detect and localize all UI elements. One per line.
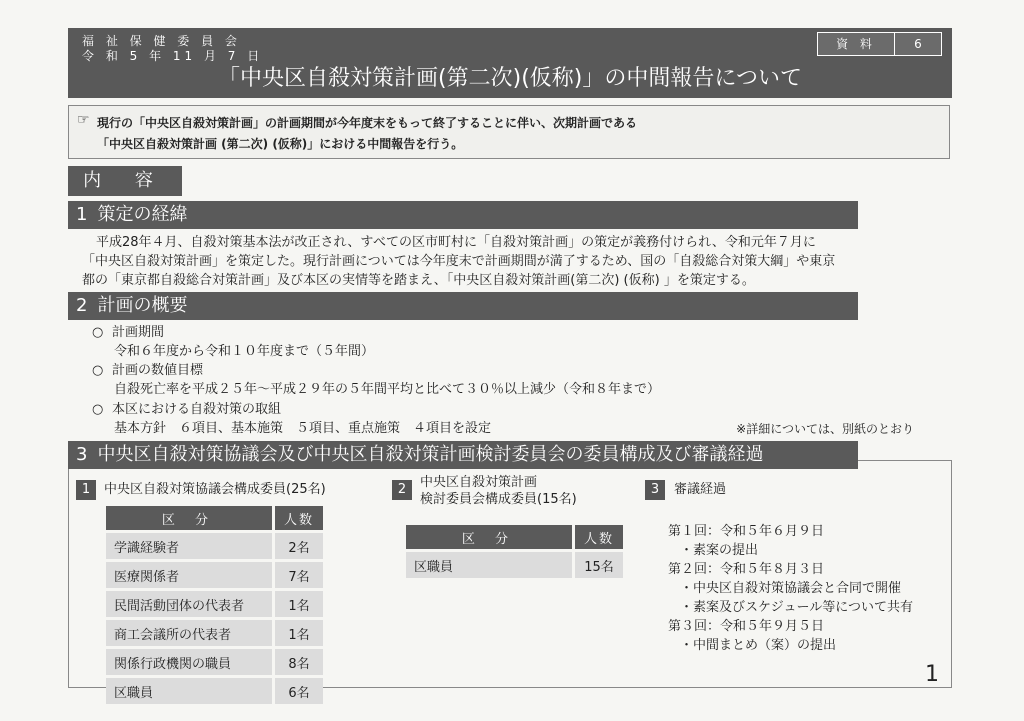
header-bar [68,28,952,98]
table-cell: 7名 [272,562,323,588]
section-title: 中央区自殺対策協議会及び中央区自殺対策計画検討委員会の委員構成及び審議経過 [97,444,764,465]
document-badge [817,32,942,56]
summary-box [68,105,950,159]
table-cell: 医療関係者 [106,562,272,588]
table-cell: 6名 [272,678,323,704]
summary-line-1: 現行の「中央区自殺対策計画」の計画期間が今年度末をもって終了することに伴い、次期計画である [97,116,638,130]
pointing-hand-icon: ☞ [77,112,90,128]
table-cell: 区職員 [406,552,572,578]
section-title: 策定の経緯 [97,204,188,225]
header-meta [82,34,263,64]
table-cell: 1名 [272,591,323,617]
table-cell: 区職員 [106,678,272,704]
body-line: 平成28年４月、自殺対策基本法が改正され、すべての区市町村に「自殺対策計画」の策定が義務付けられ、令和元年７月に [96,235,816,250]
section-number: 2 [76,295,88,316]
item-label: 計画の数値目標 [112,363,204,378]
page-title: 「中央区自殺対策計画(第二次)(仮称)」の中間報告について [218,66,802,91]
document-number: 6 [914,37,922,51]
column-header: 区 分 [106,506,272,530]
table-cell: 1名 [272,620,323,646]
bullet: ○ [92,402,104,417]
table-row [106,678,323,704]
table-row [106,620,323,646]
council-members-table [106,503,323,707]
meeting-detail: ・中間まとめ（案）の提出 [680,638,837,653]
list-item [92,362,203,379]
committee-name: 福 祉 保 健 委 員 会 [82,34,241,48]
meeting-detail: ・素案の提出 [680,543,759,558]
meeting-line: 第２回：令和５年８月３日 [668,562,825,577]
subsection-title [420,474,577,508]
page-number: 1 [925,662,939,687]
subsection-title: 審議経過 [674,482,727,497]
meeting-line: 第１回：令和５年６月９日 [668,524,825,539]
table-header-row [106,506,323,530]
table-row [106,533,323,559]
table-header-row [406,525,623,549]
summary-line-2: 「中央区自殺対策計画 (第二次) (仮称)」における中間報告を行う。 [97,137,464,151]
body-line: 都の「東京都自殺総合対策計画」及び本区の実情等を踏まえ、「中央区自殺対策計画(第二次) (仮称) 」を策定する。 [82,273,755,288]
deliberation-history [668,522,913,655]
section-title: 計画の概要 [97,295,188,316]
document-label: 資 料 [818,33,895,55]
bullet: ○ [92,325,104,340]
column-header: 区 分 [406,525,572,549]
subsection-number: 1 [76,480,96,500]
meeting-date: 令 和 5 年 11 月 7 日 [82,49,264,63]
list-item [92,401,281,418]
column-header: 人数 [272,506,323,530]
item-label: 計画期間 [112,325,165,340]
meeting-detail: ・中央区自殺対策協議会と合同で開催 [680,581,902,596]
list-item [92,324,164,341]
section-3-heading [68,441,858,469]
contents-heading: 内 容 [68,166,182,196]
table-row [106,562,323,588]
section-number: 3 [76,444,88,465]
table-row [106,591,323,617]
subsection-title-line: 中央区自殺対策計画 [420,475,538,490]
table-cell: 8名 [272,649,323,675]
section-number: 1 [76,204,88,225]
table-row [406,552,623,578]
section-1-body [82,233,922,290]
subsection-title-line: 検討委員会構成委員(15名) [420,492,577,507]
section-2-heading [68,292,858,320]
table-cell: 関係行政機関の職員 [106,649,272,675]
table-cell: 15名 [572,552,623,578]
body-line: 「中央区自殺対策計画」を策定した。現行計画については今年度末で計画期間が満了するため、国の「自殺総合対策大綱」や東京 [82,254,836,269]
table-cell: 2名 [272,533,323,559]
section-1-heading [68,201,858,229]
meeting-line: 第３回：令和５年９月５日 [668,619,825,634]
committee-members-table [406,522,623,581]
table-cell: 民間活動団体の代表者 [106,591,272,617]
subsection-title: 中央区自殺対策協議会構成委員(25名) [104,482,326,497]
item-text: 自殺死亡率を平成２５年～平成２９年の５年間平均と比べて３０％以上減少（令和８年まで） [114,382,661,397]
item-text: 基本方針 ６項目、基本施策 ５項目、重点施策 ４項目を設定 [114,421,492,436]
item-text: 令和６年度から令和１０年度まで（５年間） [114,344,375,359]
item-label: 本区における自殺対策の取組 [112,402,282,417]
table-cell: 商工会議所の代表者 [106,620,272,646]
meeting-detail: ・素案及びスケジュール等について共有 [680,600,913,615]
subsection-number: 3 [645,480,665,500]
column-header: 人数 [572,525,623,549]
table-row [106,649,323,675]
table-cell: 学識経験者 [106,533,272,559]
detail-note: ※詳細については、別紙のとおり [736,422,914,436]
subsection-number: 2 [392,480,412,500]
bullet: ○ [92,363,104,378]
